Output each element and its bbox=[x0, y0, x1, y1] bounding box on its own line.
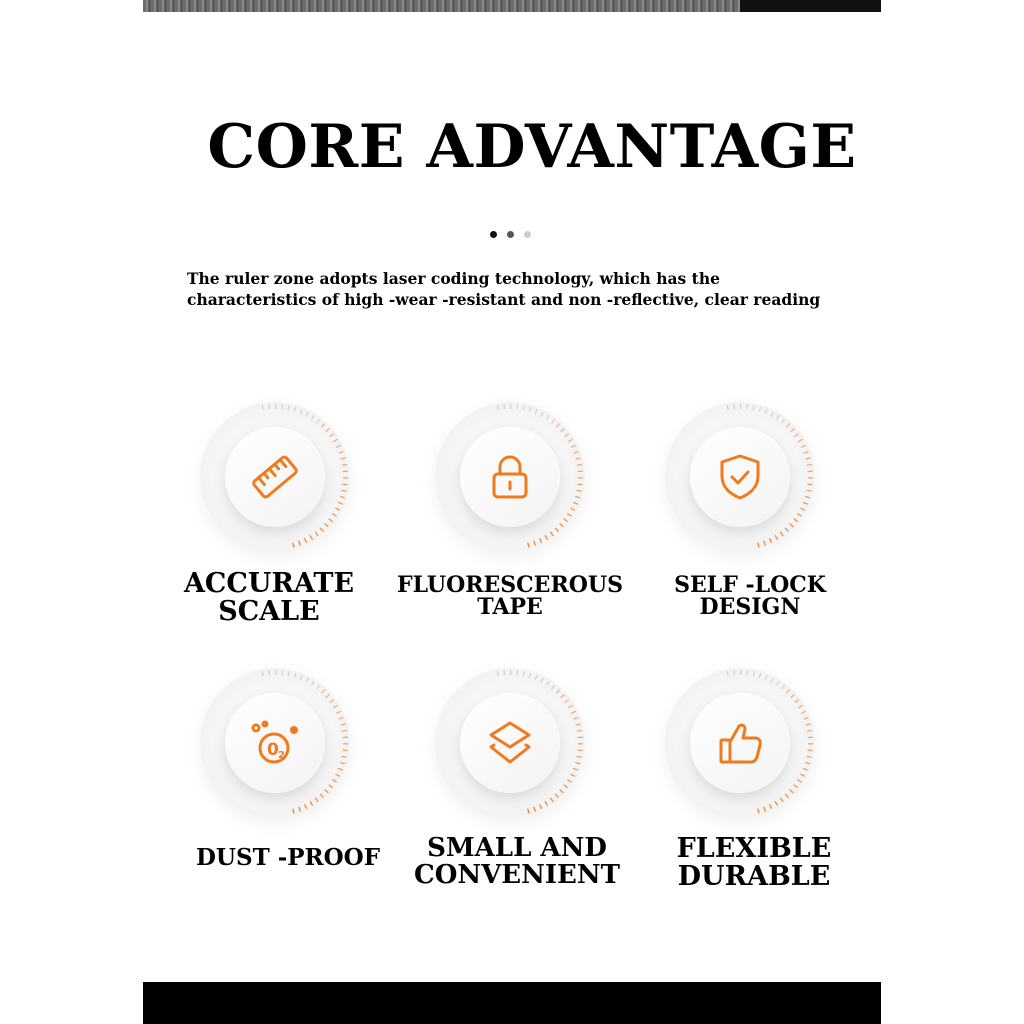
ring-tick bbox=[541, 412, 543, 416]
ring-tick bbox=[332, 780, 336, 783]
ring-tick bbox=[321, 690, 324, 694]
ring-tick bbox=[329, 785, 333, 788]
ring-tick bbox=[546, 415, 549, 419]
ring-tick bbox=[758, 809, 759, 814]
ring-tick bbox=[497, 671, 498, 676]
ring-tick bbox=[293, 543, 294, 548]
ring-tick bbox=[343, 484, 348, 485]
ring-tick bbox=[315, 532, 318, 536]
ruler-icon bbox=[250, 452, 300, 502]
ring-tick bbox=[759, 673, 760, 678]
ring-tick bbox=[304, 538, 306, 543]
ring-tick bbox=[317, 685, 320, 689]
ring-tick bbox=[806, 724, 811, 725]
ring-tick bbox=[534, 807, 536, 812]
ring-tick bbox=[727, 671, 728, 676]
ring-tick bbox=[568, 705, 572, 708]
feature-badge-fluorescerous-tape bbox=[435, 402, 585, 552]
ring-tick bbox=[776, 681, 779, 685]
feature-label-accurate-scale: ACCURATE SCALE bbox=[183, 568, 355, 627]
o2-bubbles-icon bbox=[250, 718, 300, 768]
ring-tick bbox=[573, 502, 578, 504]
ring-tick bbox=[550, 532, 553, 536]
ring-tick bbox=[552, 685, 555, 689]
ring-tick bbox=[807, 730, 812, 731]
svg-text:2: 2 bbox=[278, 750, 285, 761]
ring-tick bbox=[565, 700, 569, 703]
ring-tick bbox=[577, 756, 582, 757]
ring-tick bbox=[577, 490, 582, 491]
ring-tick bbox=[332, 514, 336, 517]
ring-tick bbox=[804, 451, 809, 453]
ring-tick bbox=[575, 496, 580, 497]
ring-tick bbox=[325, 789, 329, 792]
ring-tick bbox=[795, 700, 799, 703]
ring-tick bbox=[552, 419, 555, 423]
ring-tick bbox=[800, 508, 804, 510]
ring-tick bbox=[310, 535, 313, 539]
ring-tick bbox=[342, 730, 347, 731]
ring-tick bbox=[335, 774, 339, 776]
ring-tick bbox=[807, 756, 812, 757]
ring-tick bbox=[556, 690, 559, 694]
thumbs-up-icon bbox=[715, 718, 765, 768]
ring-tick bbox=[776, 415, 779, 419]
feature-badge-flexible-durable bbox=[665, 668, 815, 818]
ring-tick bbox=[529, 407, 530, 412]
ring-tick bbox=[321, 424, 324, 428]
carousel-indicator bbox=[490, 231, 538, 239]
ring-tick bbox=[578, 484, 583, 485]
ring-tick bbox=[790, 789, 794, 792]
ring-tick bbox=[300, 409, 302, 414]
ring-tick bbox=[570, 508, 574, 510]
ring-tick bbox=[803, 768, 808, 770]
ring-tick bbox=[333, 705, 337, 708]
ring-tick bbox=[561, 694, 565, 697]
ring-tick bbox=[311, 681, 314, 685]
ring-tick bbox=[497, 405, 498, 410]
ring-tick bbox=[807, 490, 812, 491]
ring-tick bbox=[528, 543, 529, 548]
ring-tick bbox=[262, 405, 263, 410]
ring-tick bbox=[803, 502, 808, 504]
ring-tick bbox=[786, 424, 789, 428]
ring-tick bbox=[747, 670, 748, 675]
ring-tick bbox=[342, 756, 347, 757]
ring-tick bbox=[808, 484, 813, 485]
feature-badge-self-lock-design bbox=[665, 402, 815, 552]
ring-tick bbox=[780, 532, 783, 536]
ring-tick bbox=[798, 439, 802, 442]
ring-tick bbox=[785, 528, 788, 532]
ring-tick bbox=[785, 794, 788, 798]
ring-tick bbox=[340, 496, 345, 497]
ring-tick bbox=[806, 458, 811, 459]
ring-tick bbox=[341, 724, 346, 725]
ring-tick bbox=[790, 523, 794, 526]
ring-tick bbox=[769, 538, 771, 543]
ring-tick bbox=[771, 678, 773, 682]
ring-tick bbox=[574, 717, 579, 719]
ring-tick bbox=[570, 774, 574, 776]
ring-tick bbox=[571, 711, 576, 713]
ring-tick bbox=[545, 535, 548, 539]
feature-label-dust-proof: DUST -PROOF bbox=[195, 844, 381, 871]
ring-tick bbox=[807, 464, 812, 465]
ring-tick bbox=[808, 750, 813, 751]
ring-tick bbox=[765, 675, 767, 680]
ring-tick bbox=[539, 538, 541, 543]
ring-tick bbox=[306, 678, 308, 682]
ring-tick bbox=[535, 409, 537, 414]
ring-tick bbox=[575, 762, 580, 763]
ring-tick bbox=[786, 690, 789, 694]
ring-tick bbox=[791, 428, 795, 431]
ring-tick bbox=[336, 711, 341, 713]
ring-tick bbox=[306, 412, 308, 416]
bottom-bar bbox=[143, 982, 881, 1024]
ring-tick bbox=[330, 434, 334, 437]
ring-tick bbox=[320, 794, 323, 798]
ring-tick bbox=[339, 717, 344, 719]
ring-tick bbox=[282, 670, 283, 675]
ring-tick bbox=[782, 685, 785, 689]
ring-tick bbox=[573, 768, 578, 770]
ring-tick bbox=[782, 419, 785, 423]
ring-tick bbox=[326, 694, 330, 697]
layers-icon bbox=[485, 718, 535, 768]
ring-tick bbox=[564, 519, 568, 522]
ring-tick bbox=[343, 750, 348, 751]
ring-tick bbox=[339, 451, 344, 453]
carousel-dot-3[interactable] bbox=[524, 231, 531, 238]
ring-tick bbox=[545, 801, 548, 805]
ring-tick bbox=[758, 543, 759, 548]
ring-tick bbox=[567, 514, 571, 517]
ring-tick bbox=[300, 675, 302, 680]
top-photo-strip-dark bbox=[740, 0, 881, 12]
carousel-dot-1[interactable] bbox=[490, 231, 497, 238]
ring-tick bbox=[317, 419, 320, 423]
ring-tick bbox=[578, 750, 583, 751]
ring-tick bbox=[326, 428, 330, 431]
ring-tick bbox=[293, 809, 294, 814]
ring-tick bbox=[805, 496, 810, 497]
ring-tick bbox=[262, 671, 263, 676]
ring-tick bbox=[568, 439, 572, 442]
ring-tick bbox=[560, 789, 564, 792]
ring-tick bbox=[304, 804, 306, 809]
ring-tick bbox=[794, 519, 798, 522]
ring-tick bbox=[310, 801, 313, 805]
ring-tick bbox=[517, 670, 518, 675]
ring-tick bbox=[550, 798, 553, 802]
ring-tick bbox=[299, 541, 301, 546]
ring-tick bbox=[529, 673, 530, 678]
ring-tick bbox=[523, 405, 524, 410]
ring-tick bbox=[576, 724, 581, 725]
ring-tick bbox=[798, 705, 802, 708]
ring-tick bbox=[577, 464, 582, 465]
ring-tick bbox=[804, 717, 809, 719]
ring-tick bbox=[780, 798, 783, 802]
ring-tick bbox=[727, 405, 728, 410]
ring-tick bbox=[288, 671, 289, 676]
ring-tick bbox=[564, 785, 568, 788]
ring-tick bbox=[791, 694, 795, 697]
ring-tick bbox=[555, 794, 558, 798]
ring-tick bbox=[299, 807, 301, 812]
ring-tick bbox=[535, 675, 537, 680]
ring-tick bbox=[797, 780, 801, 783]
feature-badge-dust-proof bbox=[200, 668, 350, 818]
ring-tick bbox=[764, 807, 766, 812]
ring-tick bbox=[753, 671, 754, 676]
ring-tick bbox=[329, 519, 333, 522]
feature-badge-accurate-scale bbox=[200, 402, 350, 552]
ring-tick bbox=[556, 424, 559, 428]
ring-tick bbox=[330, 700, 334, 703]
feature-label-flexible-durable: FLEXIBLE DURABLE bbox=[676, 833, 832, 892]
ring-tick bbox=[340, 762, 345, 763]
ring-tick bbox=[753, 405, 754, 410]
ring-tick bbox=[315, 798, 318, 802]
ring-tick bbox=[561, 428, 565, 431]
intro-line-2: characteristics of high -wear -resistant and non -reflective, clear reading bbox=[187, 290, 821, 309]
ring-tick bbox=[282, 404, 283, 409]
ring-tick bbox=[534, 541, 536, 546]
ring-tick bbox=[771, 412, 773, 416]
ring-tick bbox=[565, 434, 569, 437]
page-title: CORE ADVANTAGE bbox=[207, 112, 857, 182]
ring-tick bbox=[294, 407, 295, 412]
ring-tick bbox=[555, 528, 558, 532]
svg-text:0: 0 bbox=[267, 740, 279, 760]
ring-tick bbox=[541, 678, 543, 682]
ring-tick bbox=[546, 681, 549, 685]
ring-tick bbox=[577, 730, 582, 731]
ring-tick bbox=[765, 409, 767, 414]
feature-label-fluorescerous-tape: FLUORESCEROUS TAPE bbox=[397, 572, 623, 621]
ring-tick bbox=[801, 445, 806, 447]
ring-tick bbox=[320, 528, 323, 532]
ring-tick bbox=[294, 673, 295, 678]
ring-tick bbox=[560, 523, 564, 526]
ring-tick bbox=[342, 464, 347, 465]
ring-tick bbox=[571, 445, 576, 447]
ring-tick bbox=[775, 535, 778, 539]
padlock-icon bbox=[485, 452, 535, 502]
ring-tick bbox=[539, 804, 541, 809]
ring-tick bbox=[517, 404, 518, 409]
ring-tick bbox=[333, 439, 337, 442]
ring-tick bbox=[338, 502, 343, 504]
ring-tick bbox=[769, 804, 771, 809]
ring-tick bbox=[775, 801, 778, 805]
ring-tick bbox=[338, 768, 343, 770]
ring-tick bbox=[574, 451, 579, 453]
ring-tick bbox=[764, 541, 766, 546]
intro-text bbox=[187, 268, 867, 310]
ring-tick bbox=[805, 762, 810, 763]
ring-tick bbox=[567, 780, 571, 783]
shield-check-icon bbox=[715, 452, 765, 502]
ring-tick bbox=[800, 774, 804, 776]
ring-tick bbox=[335, 508, 339, 510]
ring-tick bbox=[747, 404, 748, 409]
ring-tick bbox=[576, 458, 581, 459]
feature-badge-small-convenient bbox=[435, 668, 585, 818]
ring-tick bbox=[336, 445, 341, 447]
ring-tick bbox=[288, 405, 289, 410]
ring-tick bbox=[311, 415, 314, 419]
carousel-dot-2[interactable] bbox=[507, 231, 514, 238]
feature-label-small-convenient: SMALL AND CONVENIENT bbox=[414, 833, 620, 890]
ring-tick bbox=[325, 523, 329, 526]
ring-tick bbox=[523, 671, 524, 676]
ring-tick bbox=[342, 490, 347, 491]
ring-tick bbox=[528, 809, 529, 814]
feature-label-self-lock-design: SELF -LOCK DESIGN bbox=[674, 572, 826, 621]
ring-tick bbox=[759, 407, 760, 412]
intro-line-1: The ruler zone adopts laser coding technology, which has the bbox=[187, 269, 720, 288]
ring-tick bbox=[341, 458, 346, 459]
ring-tick bbox=[801, 711, 806, 713]
ring-tick bbox=[795, 434, 799, 437]
ring-tick bbox=[797, 514, 801, 517]
ring-tick bbox=[794, 785, 798, 788]
